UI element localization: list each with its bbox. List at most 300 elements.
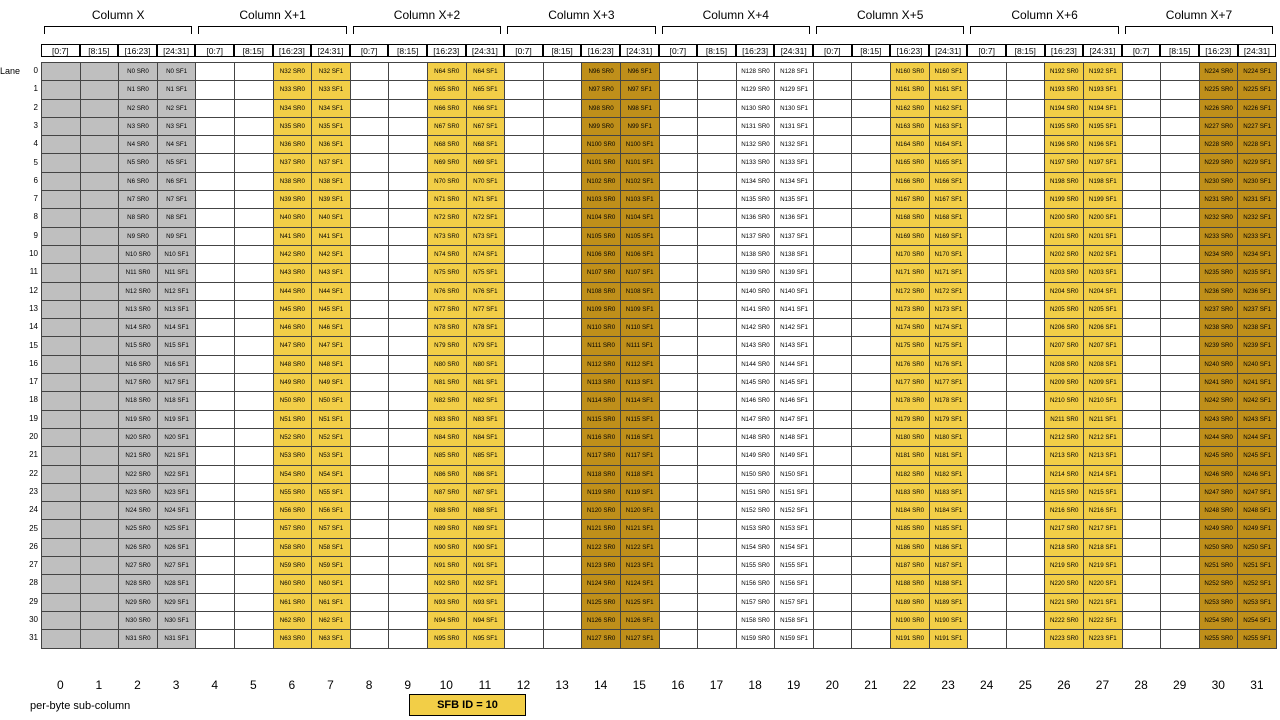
grid-cell	[1007, 575, 1046, 593]
grid-cell	[1123, 466, 1162, 484]
lane-label: 21	[29, 450, 38, 460]
grid-cell	[196, 191, 235, 209]
grid-cell: N253 SR0	[1200, 594, 1239, 612]
grid-cell	[660, 392, 699, 410]
grid-cell: N64 SR0	[428, 63, 467, 81]
grid-cell	[505, 81, 544, 99]
grid-cell: N122 SR0	[582, 539, 621, 557]
grid-cell	[660, 356, 699, 374]
grid-cell	[968, 100, 1007, 118]
grid-cell	[1123, 246, 1162, 264]
grid-cell: N24 SF1	[158, 502, 197, 520]
grid-cell	[389, 502, 428, 520]
grid-cell: N4 SR0	[119, 136, 158, 154]
grid-cell	[660, 466, 699, 484]
grid-cell: N173 SF1	[930, 301, 969, 319]
grid-cell: N49 SR0	[274, 374, 313, 392]
grid-cell: N105 SR0	[582, 228, 621, 246]
grid-cell: N139 SF1	[775, 264, 814, 282]
grid-cell: N140 SR0	[737, 283, 776, 301]
byte-index-label: 18	[748, 678, 762, 692]
grid-cell	[1123, 594, 1162, 612]
grid-cell	[660, 374, 699, 392]
bit-range-header: [0:7]	[659, 44, 698, 57]
grid-cell	[81, 557, 120, 575]
grid-cell	[1123, 411, 1162, 429]
grid-cell	[660, 594, 699, 612]
grid-cell: N160 SF1	[930, 63, 969, 81]
byte-index-label: 0	[56, 678, 64, 692]
grid-cell	[814, 630, 853, 648]
grid-cell	[389, 539, 428, 557]
grid-cell	[968, 411, 1007, 429]
grid-cell: N164 SR0	[891, 136, 930, 154]
grid-cell	[814, 356, 853, 374]
byte-index-label: 17	[709, 678, 724, 692]
grid-cell: N145 SR0	[737, 374, 776, 392]
grid-cell: N22 SR0	[119, 466, 158, 484]
grid-cell: N154 SR0	[737, 539, 776, 557]
grid-cell	[544, 246, 583, 264]
grid-cell	[81, 502, 120, 520]
byte-index-label: 9	[404, 678, 412, 692]
grid-cell: N65 SF1	[467, 81, 506, 99]
grid-cell	[42, 246, 81, 264]
grid-cell: N174 SR0	[891, 319, 930, 337]
grid-cell	[852, 100, 891, 118]
grid-cell: N154 SF1	[775, 539, 814, 557]
grid-cell	[505, 63, 544, 81]
grid-cell: N201 SF1	[1084, 228, 1123, 246]
grid-cell: N57 SR0	[274, 520, 313, 538]
grid-cell	[698, 630, 737, 648]
grid-cell: N228 SR0	[1200, 136, 1239, 154]
grid-cell: N42 SF1	[312, 246, 351, 264]
grid-cell	[389, 630, 428, 648]
grid-cell: N10 SR0	[119, 246, 158, 264]
grid-row	[42, 466, 1277, 484]
lane-label: 16	[29, 358, 38, 368]
bit-range-header: [0:7]	[1122, 44, 1161, 57]
grid-cell	[351, 466, 390, 484]
grid-cell: N255 SR0	[1200, 630, 1239, 648]
grid-cell: N170 SF1	[930, 246, 969, 264]
grid-cell: N77 SR0	[428, 301, 467, 319]
grid-cell	[351, 136, 390, 154]
grid-cell	[196, 374, 235, 392]
grid-cell	[1123, 447, 1162, 465]
grid-row	[42, 594, 1277, 612]
grid-row	[42, 630, 1277, 648]
bit-range-header: [24:31]	[929, 44, 968, 57]
grid-cell: N6 SR0	[119, 173, 158, 191]
grid-cell	[1123, 319, 1162, 337]
grid-cell: N242 SF1	[1238, 392, 1277, 410]
grid-cell	[235, 539, 274, 557]
grid-cell	[1161, 557, 1200, 575]
lane-label: 7	[33, 194, 38, 204]
grid-cell: N211 SR0	[1045, 411, 1084, 429]
grid-cell	[351, 191, 390, 209]
grid-cell: N173 SR0	[891, 301, 930, 319]
grid-cell: N20 SF1	[158, 429, 197, 447]
grid-cell: N239 SR0	[1200, 337, 1239, 355]
grid-cell: N220 SR0	[1045, 575, 1084, 593]
grid-cell	[196, 520, 235, 538]
grid-cell	[814, 191, 853, 209]
grid-cell	[698, 283, 737, 301]
grid-cell: N27 SF1	[158, 557, 197, 575]
grid-cell: N150 SF1	[775, 466, 814, 484]
grid-cell: N37 SF1	[312, 154, 351, 172]
grid-cell	[1161, 484, 1200, 502]
grid-cell	[351, 264, 390, 282]
grid-cell	[1007, 118, 1046, 136]
grid-row	[42, 246, 1277, 264]
grid-cell	[42, 429, 81, 447]
grid-cell: N236 SR0	[1200, 283, 1239, 301]
grid-cell: N38 SR0	[274, 173, 313, 191]
grid-cell: N21 SF1	[158, 447, 197, 465]
grid-cell	[1123, 356, 1162, 374]
grid-cell	[852, 154, 891, 172]
lane-label: 23	[29, 486, 38, 496]
grid-cell: N248 SF1	[1238, 502, 1277, 520]
grid-cell: N65 SR0	[428, 81, 467, 99]
grid-row	[42, 63, 1277, 81]
grid-cell: N78 SR0	[428, 319, 467, 337]
grid-cell	[1123, 100, 1162, 118]
grid-cell	[196, 246, 235, 264]
grid-cell: N190 SF1	[930, 612, 969, 630]
grid-cell: N116 SF1	[621, 429, 660, 447]
grid-cell	[196, 209, 235, 227]
grid-cell	[81, 575, 120, 593]
grid-cell: N218 SR0	[1045, 539, 1084, 557]
grid-cell	[389, 63, 428, 81]
grid-cell: N252 SR0	[1200, 575, 1239, 593]
grid-cell: N32 SR0	[274, 63, 313, 81]
grid-cell: N67 SR0	[428, 118, 467, 136]
grid-cell	[968, 484, 1007, 502]
byte-index-label: 23	[941, 678, 955, 692]
grid-cell	[196, 539, 235, 557]
grid-cell	[814, 100, 853, 118]
grid-cell	[505, 539, 544, 557]
grid-cell: N152 SR0	[737, 502, 776, 520]
grid-cell	[1161, 136, 1200, 154]
grid-cell: N15 SR0	[119, 337, 158, 355]
grid-cell: N30 SR0	[119, 612, 158, 630]
grid-cell	[351, 392, 390, 410]
grid-cell	[660, 81, 699, 99]
grid-cell	[196, 228, 235, 246]
grid-cell	[968, 612, 1007, 630]
grid-cell: N219 SF1	[1084, 557, 1123, 575]
grid-cell	[235, 374, 274, 392]
grid-cell	[351, 539, 390, 557]
grid-cell: N75 SF1	[467, 264, 506, 282]
grid-cell	[544, 337, 583, 355]
grid-cell: N7 SF1	[158, 191, 197, 209]
grid-cell: N98 SR0	[582, 100, 621, 118]
grid-cell: N246 SF1	[1238, 466, 1277, 484]
grid-cell	[852, 447, 891, 465]
grid-cell	[814, 173, 853, 191]
grid-cell	[351, 484, 390, 502]
grid-cell	[660, 337, 699, 355]
grid-cell	[389, 118, 428, 136]
grid-cell	[505, 594, 544, 612]
grid-cell: N148 SR0	[737, 429, 776, 447]
grid-cell: N126 SF1	[621, 612, 660, 630]
grid-cell	[968, 466, 1007, 484]
byte-index-label: 26	[1057, 678, 1071, 692]
grid-cell: N119 SR0	[582, 484, 621, 502]
grid-cell	[1161, 337, 1200, 355]
grid-cell	[81, 283, 120, 301]
grid-cell: N177 SR0	[891, 374, 930, 392]
lane-label: 26	[29, 541, 38, 551]
bit-range-header: [24:31]	[774, 44, 813, 57]
grid-cell	[235, 100, 274, 118]
grid-cell	[351, 209, 390, 227]
grid-cell	[389, 575, 428, 593]
grid-cell: N28 SF1	[158, 575, 197, 593]
grid-cell: N88 SF1	[467, 502, 506, 520]
grid-cell: N111 SF1	[621, 337, 660, 355]
grid-cell	[852, 209, 891, 227]
grid-cell: N81 SF1	[467, 374, 506, 392]
grid-cell	[351, 520, 390, 538]
grid-cell: N48 SR0	[274, 356, 313, 374]
grid-cell	[1007, 411, 1046, 429]
byte-index-label: 8	[365, 678, 373, 692]
grid-cell	[235, 575, 274, 593]
grid-cell: N103 SR0	[582, 191, 621, 209]
grid-cell	[81, 118, 120, 136]
grid-cell: N72 SR0	[428, 209, 467, 227]
grid-cell: N158 SR0	[737, 612, 776, 630]
grid-cell: N230 SF1	[1238, 173, 1277, 191]
grid-cell	[852, 246, 891, 264]
grid-cell	[389, 319, 428, 337]
grid-cell: N80 SF1	[467, 356, 506, 374]
grid-cell	[505, 319, 544, 337]
grid-cell	[544, 81, 583, 99]
grid-row	[42, 411, 1277, 429]
grid-cell	[235, 520, 274, 538]
grid-cell: N70 SF1	[467, 173, 506, 191]
grid-cell: N140 SF1	[775, 283, 814, 301]
grid-cell	[698, 100, 737, 118]
grid-cell: N92 SR0	[428, 575, 467, 593]
grid-cell: N34 SR0	[274, 100, 313, 118]
grid-cell: N215 SR0	[1045, 484, 1084, 502]
grid-cell: N61 SF1	[312, 594, 351, 612]
grid-cell: N238 SR0	[1200, 319, 1239, 337]
grid-cell	[505, 356, 544, 374]
grid-cell	[235, 392, 274, 410]
grid-cell	[235, 557, 274, 575]
grid-row	[42, 118, 1277, 136]
bit-range-header: [24:31]	[466, 44, 505, 57]
grid-cell	[814, 594, 853, 612]
grid-cell: N245 SF1	[1238, 447, 1277, 465]
grid-cell: N39 SR0	[274, 191, 313, 209]
grid-cell	[1123, 630, 1162, 648]
grid-cell	[814, 557, 853, 575]
grid-cell	[505, 283, 544, 301]
grid-cell: N82 SR0	[428, 392, 467, 410]
grid-cell: N169 SR0	[891, 228, 930, 246]
grid-cell: N29 SR0	[119, 594, 158, 612]
grid-cell	[1007, 337, 1046, 355]
grid-cell	[814, 136, 853, 154]
grid-cell: N51 SR0	[274, 411, 313, 429]
grid-cell	[968, 319, 1007, 337]
grid-cell: N26 SR0	[119, 539, 158, 557]
byte-index-label: 5	[249, 678, 257, 692]
grid-cell	[1007, 520, 1046, 538]
grid-cell	[1161, 283, 1200, 301]
grid-cell	[351, 63, 390, 81]
grid-cell: N162 SF1	[930, 100, 969, 118]
lane-label: 9	[33, 230, 38, 240]
grid-cell	[814, 612, 853, 630]
grid-cell: N170 SR0	[891, 246, 930, 264]
grid-cell: N71 SR0	[428, 191, 467, 209]
grid-cell: N96 SR0	[582, 63, 621, 81]
grid-cell: N2 SF1	[158, 100, 197, 118]
grid-cell	[1161, 81, 1200, 99]
byte-index-label: 21	[864, 678, 878, 692]
grid-cell: N93 SF1	[467, 594, 506, 612]
grid-cell	[968, 63, 1007, 81]
column-group-brace	[44, 26, 192, 34]
grid-cell: N166 SF1	[930, 173, 969, 191]
grid-cell	[660, 612, 699, 630]
grid-row	[42, 264, 1277, 282]
grid-cell: N35 SF1	[312, 118, 351, 136]
grid-cell	[698, 228, 737, 246]
grid-cell	[351, 154, 390, 172]
grid-cell: N25 SF1	[158, 520, 197, 538]
grid-cell	[196, 612, 235, 630]
grid-cell	[544, 63, 583, 81]
grid-cell	[968, 557, 1007, 575]
grid-cell: N179 SF1	[930, 411, 969, 429]
grid-cell	[351, 337, 390, 355]
grid-cell: N203 SR0	[1045, 264, 1084, 282]
grid-cell	[698, 246, 737, 264]
grid-cell: N109 SF1	[621, 301, 660, 319]
grid-cell	[1123, 484, 1162, 502]
grid-cell: N149 SF1	[775, 447, 814, 465]
lane-axis-label: Lane	[0, 66, 21, 76]
grid-cell	[505, 209, 544, 227]
grid-cell: N115 SF1	[621, 411, 660, 429]
grid-cell: N176 SF1	[930, 356, 969, 374]
grid-cell: N27 SR0	[119, 557, 158, 575]
grid-cell	[1007, 429, 1046, 447]
grid-cell	[852, 557, 891, 575]
grid-cell	[852, 466, 891, 484]
grid-cell	[660, 136, 699, 154]
grid-cell: N5 SR0	[119, 154, 158, 172]
grid-cell: N190 SR0	[891, 612, 930, 630]
grid-cell	[968, 392, 1007, 410]
grid-cell	[389, 246, 428, 264]
grid-cell: N105 SF1	[621, 228, 660, 246]
grid-cell	[1161, 502, 1200, 520]
lane-label: 22	[29, 468, 38, 478]
grid-cell	[1161, 392, 1200, 410]
grid-cell	[389, 191, 428, 209]
grid-cell	[1161, 630, 1200, 648]
grid-cell: N211 SF1	[1084, 411, 1123, 429]
grid-cell	[660, 246, 699, 264]
grid-cell: N71 SF1	[467, 191, 506, 209]
grid-cell: N145 SF1	[775, 374, 814, 392]
grid-cell: N20 SR0	[119, 429, 158, 447]
grid-cell: N14 SF1	[158, 319, 197, 337]
bit-range-header: [24:31]	[1238, 44, 1277, 57]
grid-cell	[660, 154, 699, 172]
grid-cell	[698, 612, 737, 630]
grid-cell	[42, 594, 81, 612]
grid-cell: N161 SF1	[930, 81, 969, 99]
column-group-label: Column X+6	[1011, 8, 1078, 22]
grid-cell: N233 SF1	[1238, 228, 1277, 246]
grid-cell: N108 SR0	[582, 283, 621, 301]
grid-cell: N79 SR0	[428, 337, 467, 355]
grid-cell	[698, 502, 737, 520]
grid-cell	[1161, 539, 1200, 557]
grid-cell	[505, 246, 544, 264]
grid-cell: N225 SR0	[1200, 81, 1239, 99]
grid-cell	[814, 81, 853, 99]
grid-cell: N240 SR0	[1200, 356, 1239, 374]
grid-cell	[660, 173, 699, 191]
grid-cell: N128 SF1	[775, 63, 814, 81]
grid-cell	[81, 429, 120, 447]
grid-cell	[814, 429, 853, 447]
grid-cell: N230 SR0	[1200, 173, 1239, 191]
grid-cell: N32 SF1	[312, 63, 351, 81]
grid-cell	[544, 539, 583, 557]
lane-label: 31	[29, 633, 38, 643]
grid-cell: N137 SR0	[737, 228, 776, 246]
grid-cell	[81, 411, 120, 429]
lane-label: 0	[33, 66, 38, 75]
grid-cell	[968, 539, 1007, 557]
grid-cell	[968, 173, 1007, 191]
grid-cell: N236 SF1	[1238, 283, 1277, 301]
bit-range-header: [0:7]	[41, 44, 80, 57]
grid-cell	[1161, 301, 1200, 319]
grid-cell	[505, 154, 544, 172]
grid-cell: N165 SR0	[891, 154, 930, 172]
grid-cell	[42, 374, 81, 392]
grid-cell: N8 SR0	[119, 209, 158, 227]
grid-cell: N122 SF1	[621, 539, 660, 557]
grid-cell	[42, 283, 81, 301]
grid-cell: N17 SF1	[158, 374, 197, 392]
grid-cell	[968, 191, 1007, 209]
grid-cell: N131 SR0	[737, 118, 776, 136]
grid-cell	[235, 209, 274, 227]
